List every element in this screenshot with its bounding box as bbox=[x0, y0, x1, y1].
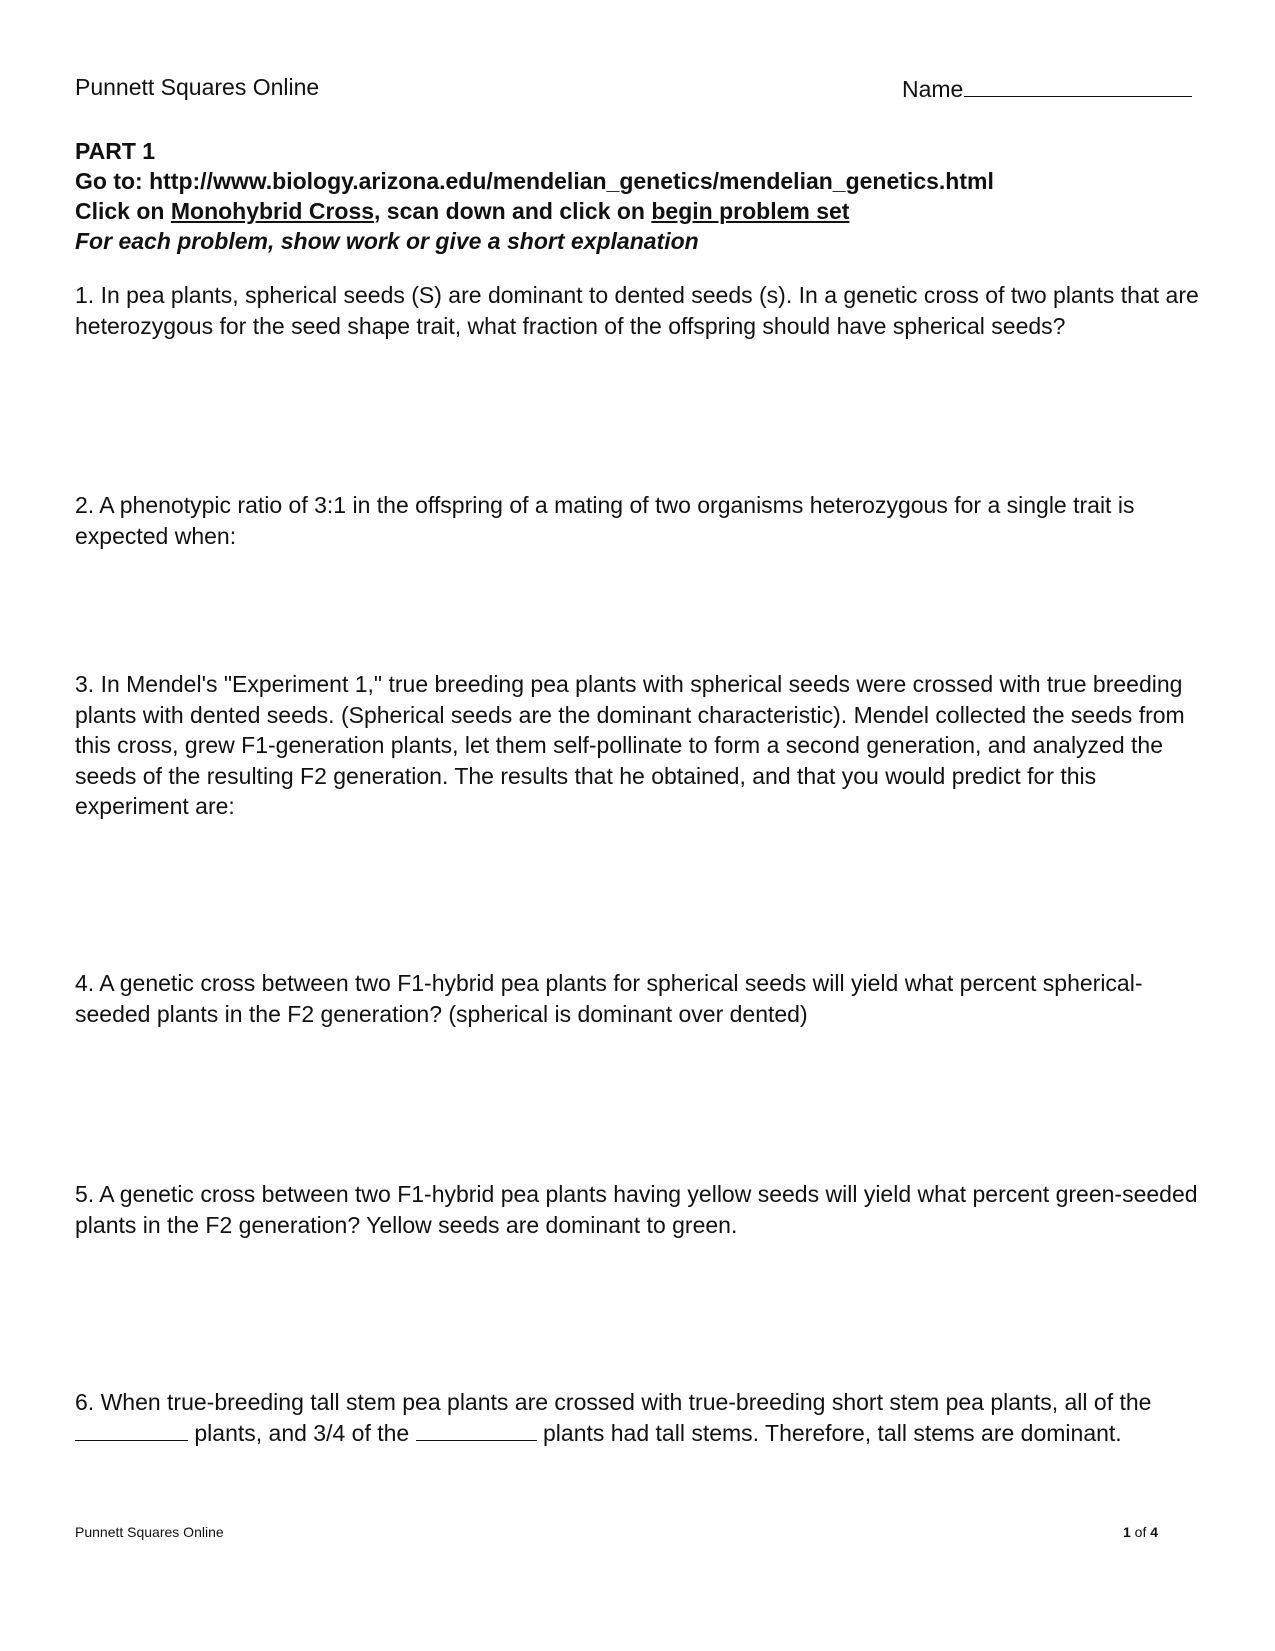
part-heading: PART 1 bbox=[75, 138, 156, 164]
monohybrid-cross-link: Monohybrid Cross bbox=[170, 198, 375, 224]
question-2: 2. A phenotypic ratio of 3:1 in the offspring of a mating of two organisms heterozygous for a single trait is expected when: bbox=[75, 492, 1135, 549]
footer-title: Punnett Squares Online bbox=[75, 1524, 224, 1540]
question-6-blank-1 bbox=[75, 1420, 188, 1441]
question-6-text-1: 6. When true-breeding tall stem pea plants are crossed with true-breeding short stem pea plants, all of the bbox=[75, 1389, 1152, 1415]
name-label: Name bbox=[902, 76, 964, 102]
question-1: 1. In pea plants, spherical seeds (S) are dominant to dented seeds (s). In a genetic cross of two plants that are heterozygous for the seed shape trait, what fraction of the offspring should have spherical seeds? bbox=[75, 282, 1199, 339]
page-number bbox=[1123, 1524, 1158, 1540]
question-6-blank-2 bbox=[416, 1420, 537, 1441]
name-blank-line bbox=[964, 74, 1192, 97]
question-6 bbox=[75, 1387, 1205, 1448]
click-instruction-line bbox=[75, 196, 1205, 226]
page-total: 4 bbox=[1150, 1524, 1159, 1540]
page-of: of bbox=[1130, 1524, 1151, 1540]
goto-url-line: Go to: http://www.biology.arizona.edu/mendelian_genetics/mendelian_genetics.html bbox=[75, 168, 994, 194]
click-prefix: Click on bbox=[75, 198, 171, 224]
question-5: 5. A genetic cross between two F1-hybrid pea plants having yellow seeds will yield what percent green-seeded plants in the F2 generation? Yellow seeds are dominant to green. bbox=[75, 1181, 1198, 1238]
instructions-block bbox=[75, 136, 1205, 256]
question-6-text-3: plants had tall stems. Therefore, tall stems are dominant. bbox=[536, 1419, 1122, 1446]
begin-problem-set-link: begin problem set bbox=[651, 198, 850, 224]
page-current: 1 bbox=[1123, 1524, 1131, 1540]
name-field bbox=[902, 74, 1192, 103]
click-middle: , scan down and click on bbox=[374, 198, 652, 224]
question-4: 4. A genetic cross between two F1-hybrid pea plants for spherical seeds will yield what percent spherical-seeded plants in the F2 generation? (spherical is dominant over dented) bbox=[75, 970, 1143, 1027]
instruction-note: For each problem, show work or give a short explanation bbox=[75, 228, 699, 254]
question-3: 3. In Mendel's "Experiment 1," true breeding pea plants with spherical seeds were crossed with true breeding plants with dented seeds. (Spherical seeds are the dominant characteristic). Mendel collected the seeds from this cross, grew F1-generation plants, let them self-pollinate to form a second generation, and analyzed the seeds of the resulting F2 generation. The results that he obtained, and that you would predict for this experiment are: bbox=[75, 671, 1185, 819]
question-6-text-2: plants, and 3/4 of the bbox=[188, 1419, 416, 1446]
header-title: Punnett Squares Online bbox=[75, 74, 320, 100]
